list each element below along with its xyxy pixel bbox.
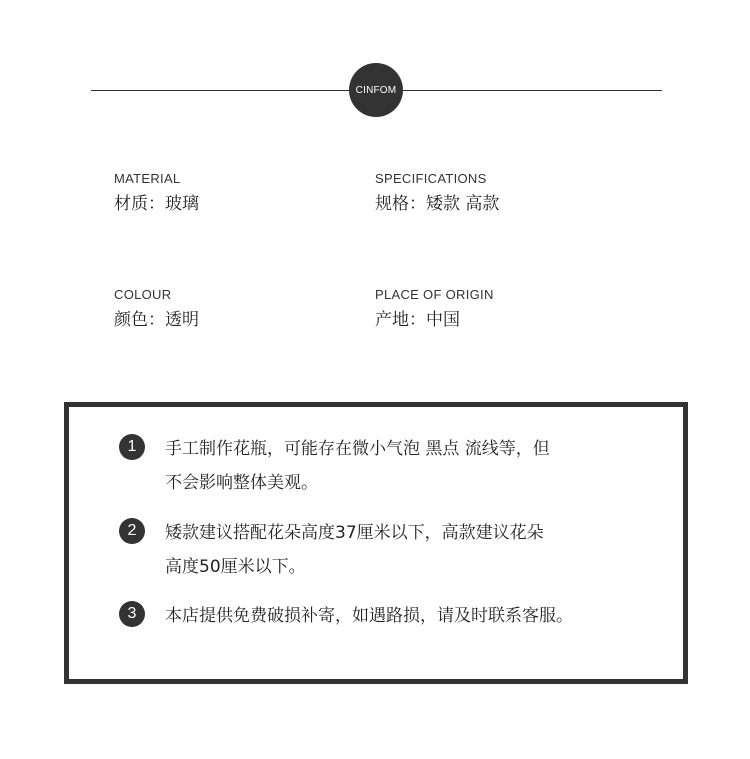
spec-origin-label: PLACE OF ORIGIN <box>375 287 494 302</box>
note-number-badge: 1 <box>119 434 145 460</box>
spec-colour-value: 颜色：透明 <box>114 310 199 330</box>
spec-colour-label: COLOUR <box>114 287 172 302</box>
spec-material-label: MATERIAL <box>114 171 181 186</box>
brand-badge <box>349 63 403 117</box>
spec-specifications-value: 规格：矮款 高款 <box>375 194 500 214</box>
note-line: 高度50厘米以下。 <box>165 557 306 577</box>
spec-origin <box>375 287 494 331</box>
spec-origin-value: 产地：中国 <box>375 310 460 330</box>
note-line: 不会影响整体美观。 <box>165 473 318 493</box>
note-line: 本店提供免费破损补寄，如遇路损，请及时联系客服。 <box>165 606 573 626</box>
note-number-badge: 2 <box>119 518 145 544</box>
spec-colour <box>114 287 199 331</box>
spec-material <box>114 171 199 215</box>
brand-name: CINFOM <box>355 84 397 96</box>
divider-left <box>91 90 349 91</box>
notes-box <box>64 402 688 684</box>
note-line: 矮款建议搭配花朵高度37厘米以下，高款建议花朵 <box>165 523 544 543</box>
spec-specifications <box>375 171 499 215</box>
note-number-badge: 3 <box>119 601 145 627</box>
note-line: 手工制作花瓶，可能存在微小气泡 黑点 流线等，但 <box>165 439 550 459</box>
spec-specifications-label: SPECIFICATIONS <box>375 171 487 186</box>
note-text <box>165 432 645 500</box>
spec-material-value: 材质：玻璃 <box>114 194 199 214</box>
divider-right <box>403 90 662 91</box>
note-text <box>165 516 645 584</box>
note-text <box>165 599 645 633</box>
